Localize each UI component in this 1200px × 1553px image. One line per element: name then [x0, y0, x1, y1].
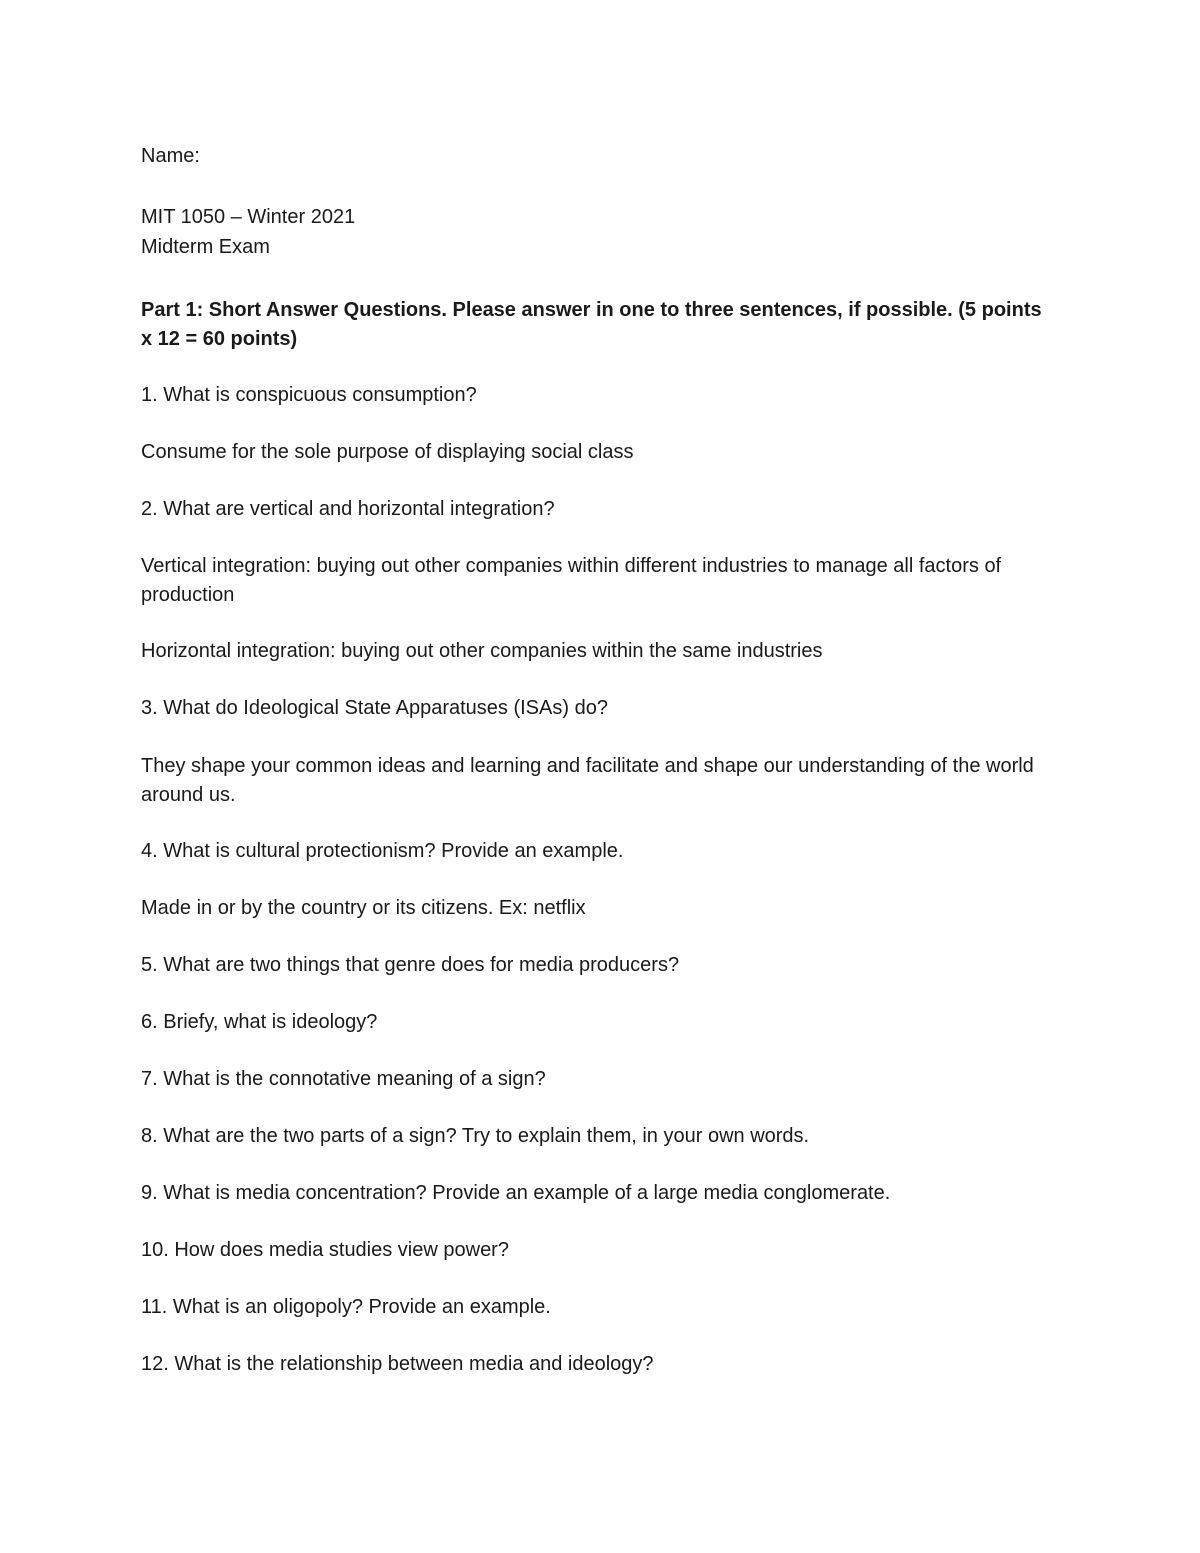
answer-4: Made in or by the country or its citizens. Ex: netflix [141, 897, 586, 919]
exam-title: Midterm Exam [141, 236, 270, 258]
question-9: 9. What is media concentration? Provide an example of a large media conglomerate. [141, 1182, 891, 1204]
question-8: 8. What are the two parts of a sign? Try to explain them, in your own words. [141, 1125, 810, 1147]
answer-1: Consume for the sole purpose of displaying social class [141, 441, 634, 463]
question-7: 7. What is the connotative meaning of a sign? [141, 1068, 546, 1090]
question-1: 1. What is conspicuous consumption? [141, 384, 477, 406]
question-3: 3. What do Ideological State Apparatuses (ISAs) do? [141, 697, 608, 719]
question-5: 5. What are two things that genre does for media producers? [141, 954, 680, 976]
answer-2-vertical: Vertical integration: buying out other companies within different industries to manage all factors of production [141, 555, 1002, 606]
question-10: 10. How does media studies view power? [141, 1239, 509, 1261]
question-6: 6. Briefy, what is ideology? [141, 1011, 378, 1033]
answer-3: They shape your common ideas and learning and facilitate and shape our understanding of the world around us. [141, 755, 1034, 806]
part1-heading: Part 1: Short Answer Questions. Please answer in one to three sentences, if possible. (5 points x 12 = 60 points) [141, 299, 1042, 350]
answer-2-horizontal: Horizontal integration: buying out other companies within the same industries [141, 640, 823, 662]
question-4: 4. What is cultural protectionism? Provide an example. [141, 840, 624, 862]
course-title: MIT 1050 – Winter 2021 [141, 206, 356, 228]
question-11: 11. What is an oligopoly? Provide an example. [141, 1296, 551, 1318]
question-2: 2. What are vertical and horizontal integration? [141, 498, 555, 520]
question-12: 12. What is the relationship between media and ideology? [141, 1353, 654, 1375]
name-label: Name: [141, 145, 200, 167]
